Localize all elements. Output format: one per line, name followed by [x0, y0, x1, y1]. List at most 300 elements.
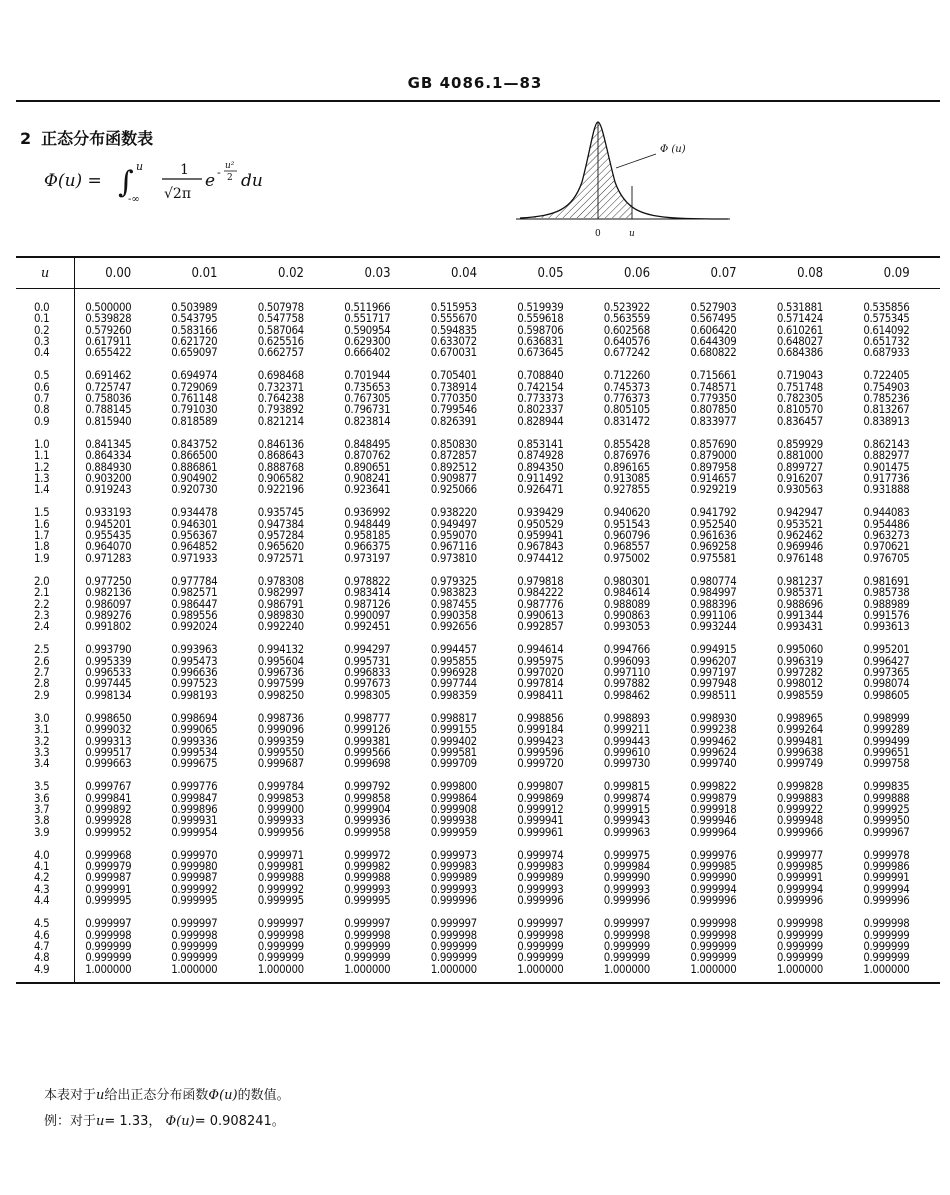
phi-value-cell: 0.571424: [776, 311, 823, 326]
phi-value-cell: 0.999967: [863, 824, 910, 839]
phi-value-cell: 0.999858: [344, 790, 391, 805]
phi-value-cell: 0.999982: [344, 859, 391, 874]
phi-value-cell: 0.999065: [171, 722, 218, 737]
phi-value-cell: 0.999740: [690, 756, 737, 771]
phi-value-cell: 0.984222: [517, 585, 564, 600]
phi-value-cell: 0.999998: [776, 916, 823, 931]
phi-value-cell: 0.523922: [603, 300, 650, 314]
phi-value-cell: 0.999972: [344, 847, 391, 862]
u-value-cell: 4.1: [16, 861, 75, 872]
phi-value-cell: 0.990613: [517, 607, 564, 622]
phi-value-cell: 0.999999: [171, 950, 218, 965]
phi-value-cell: 0.962462: [776, 528, 823, 543]
phi-leader-line: [616, 154, 656, 168]
phi-value-cell: 0.999993: [344, 881, 391, 896]
phi-value-cell: 0.925066: [430, 482, 477, 497]
phi-value-cell: 0.996533: [85, 665, 132, 680]
phi-value-cell: 0.997197: [690, 665, 737, 680]
phi-value-cell: 0.868643: [257, 448, 304, 463]
u-value-cell: 4.8: [16, 952, 75, 963]
phi-value-cell: 0.796731: [344, 402, 391, 417]
phi-value-cell: 0.892512: [430, 459, 477, 474]
phi-value-cell: 0.567495: [690, 311, 737, 326]
phi-value-cell: 0.535856: [863, 300, 910, 314]
phi-value-cell: 0.999776: [171, 779, 218, 794]
phi-value-cell: 0.648027: [776, 333, 823, 348]
phi-value-cell: 0.694974: [171, 368, 218, 383]
phi-value-cell: 0.999651: [863, 744, 910, 759]
phi-value-cell: 0.633072: [430, 333, 477, 348]
phi-value-cell: 0.705401: [430, 368, 477, 383]
phi-value-cell: 0.992240: [257, 619, 304, 634]
phi-value-cell: 0.982136: [85, 585, 132, 600]
u-value-cell: 2.7: [16, 667, 75, 678]
phi-value-cell: 0.930563: [776, 482, 823, 497]
phi-value-cell: 0.908241: [344, 470, 391, 485]
phi-value-cell: 0.991106: [690, 607, 737, 622]
phi-value-cell: 0.684386: [776, 345, 823, 360]
table-body: [16, 289, 940, 983]
phi-value-cell: 0.662757: [257, 345, 304, 360]
phi-value-cell: 0.993244: [690, 619, 737, 634]
u-value-cell: 0.0: [16, 289, 75, 314]
normal-distribution-table: [16, 256, 940, 984]
phi-value-cell: 0.998305: [344, 687, 391, 702]
phi-value-cell: 0.866500: [171, 448, 218, 463]
phi-value-cell: 0.926471: [517, 482, 564, 497]
phi-value-cell: 0.999381: [344, 733, 391, 748]
phi-value-cell: 0.931888: [863, 482, 910, 497]
phi-value-cell: 0.999998: [863, 916, 910, 931]
phi-value-cell: 0.998250: [257, 687, 304, 702]
phi-value-cell: 0.922196: [257, 482, 304, 497]
phi-value-cell: 0.929219: [690, 482, 737, 497]
phi-value-cell: 0.999999: [690, 950, 737, 965]
phi-value-cell: 0.999999: [430, 950, 477, 965]
phi-value-cell: 0.999954: [171, 824, 218, 839]
phi-value-cell: 0.999998: [603, 927, 650, 942]
phi-value-cell: 0.997882: [603, 676, 650, 691]
phi-value-cell: 0.999999: [863, 938, 910, 953]
phi-value-cell: 0.999264: [776, 722, 823, 737]
phi-value-cell: 0.999998: [690, 916, 737, 931]
phi-value-cell: 0.999828: [776, 779, 823, 794]
phi-value-cell: 0.999581: [430, 744, 477, 759]
phi-value-cell: 0.999687: [257, 756, 304, 771]
phi-value-cell: 0.999767: [85, 779, 132, 794]
phi-value-cell: 0.967843: [517, 539, 564, 554]
phi-value-cell: 0.992857: [517, 619, 564, 634]
phi-value-cell: 0.999990: [603, 870, 650, 885]
phi-value-cell: 0.503989: [171, 300, 218, 314]
phi-value-cell: 0.606420: [690, 322, 737, 337]
phi-value-cell: 0.999996: [517, 893, 564, 908]
phi-value-cell: 0.998605: [863, 687, 910, 702]
phi-value-cell: 0.994457: [430, 642, 477, 657]
u-value-cell: 3.0: [16, 701, 75, 724]
phi-value-cell: 0.994297: [344, 642, 391, 657]
phi-value-cell: 0.993790: [85, 642, 132, 657]
phi-value-cell: 0.998893: [603, 710, 650, 725]
phi-value-cell: 0.999675: [171, 756, 218, 771]
phi-value-cell: 0.999978: [863, 847, 910, 862]
table-row: [16, 827, 940, 838]
phi-value-cell: 0.999900: [257, 801, 304, 816]
phi-value-cell: 0.999289: [863, 722, 910, 737]
u-value-cell: 2.1: [16, 587, 75, 598]
phi-value-cell: 0.999784: [257, 779, 304, 794]
phi-value-cell: 0.999988: [257, 870, 304, 885]
phi-value-cell: 0.913085: [603, 470, 650, 485]
phi-value-cell: 0.997673: [344, 676, 391, 691]
phi-value-cell: 0.673645: [517, 345, 564, 360]
phi-value-cell: 0.999999: [517, 938, 564, 953]
exp-numerator: u²: [225, 161, 235, 171]
phi-value-cell: 0.998411: [517, 687, 564, 702]
phi-value-cell: 0.916207: [776, 470, 823, 485]
phi-value-cell: 0.872857: [430, 448, 477, 463]
phi-value-cell: 0.984614: [603, 585, 650, 600]
phi-value-cell: 1.000000: [507, 964, 594, 983]
phi-value-cell: 0.927855: [603, 482, 650, 497]
phi-value-cell: 0.920730: [171, 482, 218, 497]
phi-value-cell: 0.999481: [776, 733, 823, 748]
phi-value-cell: 0.998359: [430, 687, 477, 702]
phi-value-cell: 0.999994: [776, 881, 823, 896]
example-phi: Φ(u): [165, 1114, 195, 1129]
phi-value-cell: 0.957284: [257, 528, 304, 543]
phi-value-cell: 0.691462: [85, 368, 132, 383]
note-suffix: 的数值。: [237, 1088, 290, 1103]
phi-value-cell: 0.555670: [430, 311, 477, 326]
phi-value-cell: 0.999980: [171, 859, 218, 874]
phi-value-cell: 0.999402: [430, 733, 477, 748]
phi-value-cell: 0.999879: [690, 790, 737, 805]
u-value-cell: 2.2: [16, 599, 75, 610]
phi-value-cell: 0.999999: [257, 938, 304, 953]
phi-value-cell: 0.988989: [863, 596, 910, 611]
phi-value-cell: 0.939429: [517, 505, 564, 520]
u-value-cell: 2.9: [16, 690, 75, 701]
normal-cdf-formula: [44, 158, 344, 208]
phi-value-cell: 0.881000: [776, 448, 823, 463]
table-row: [16, 347, 940, 358]
phi-value-cell: 0.758036: [85, 391, 132, 406]
phi-value-cell: 0.999758: [863, 756, 910, 771]
phi-value-cell: 0.879000: [690, 448, 737, 463]
phi-value-cell: 0.999792: [344, 779, 391, 794]
phi-value-cell: 0.999989: [517, 870, 564, 885]
phi-value-cell: 0.818589: [171, 413, 218, 428]
phi-value-cell: 0.802337: [517, 402, 564, 417]
phi-value-cell: 0.987126: [344, 596, 391, 611]
phi-value-cell: 0.841345: [85, 436, 132, 451]
phi-value-cell: 0.999912: [517, 801, 564, 816]
formula-differential: du: [241, 171, 263, 191]
phi-value-cell: 0.996427: [863, 653, 910, 668]
phi-value-cell: 0.999847: [171, 790, 218, 805]
phi-value-cell: 0.590954: [344, 322, 391, 337]
note-prefix: 本表对于: [44, 1088, 97, 1103]
phi-value-cell: 0.999992: [171, 881, 218, 896]
example-result: = 0.908241。: [194, 1114, 285, 1129]
table-row: [16, 758, 940, 769]
phi-label: Φ (u): [660, 144, 686, 155]
table-row: [16, 906, 940, 929]
phi-value-cell: 0.980774: [690, 573, 737, 588]
phi-value-cell: 0.998999: [863, 710, 910, 725]
phi-value-cell: 0.999908: [430, 801, 477, 816]
phi-value-cell: 0.999999: [344, 950, 391, 965]
phi-value-cell: 0.999997: [171, 916, 218, 931]
table-header-row: [16, 257, 940, 289]
u-value-cell: 1.2: [16, 462, 75, 473]
phi-value-cell: 0.670031: [430, 345, 477, 360]
table-row: [16, 769, 940, 792]
column-header: 0.00: [75, 257, 162, 289]
phi-value-cell: 0.767305: [344, 391, 391, 406]
phi-value-cell: 1.000000: [594, 964, 681, 983]
phi-value-cell: 0.911492: [517, 470, 564, 485]
phi-value-cell: 1.000000: [767, 964, 854, 983]
u-value-cell: 4.9: [16, 964, 75, 983]
phi-value-cell: 0.988696: [776, 596, 823, 611]
phi-value-cell: 0.884930: [85, 459, 132, 474]
phi-value-cell: 0.999993: [517, 881, 564, 896]
phi-value-cell: 0.954486: [863, 516, 910, 531]
phi-value-cell: 0.997110: [603, 665, 650, 680]
u-value-cell: 4.3: [16, 884, 75, 895]
table-row: [16, 690, 940, 701]
phi-value-cell: 0.748571: [690, 379, 737, 394]
phi-value-cell: 0.793892: [257, 402, 304, 417]
phi-value-cell: 0.936992: [344, 505, 391, 520]
phi-value-cell: 0.990097: [344, 607, 391, 622]
u-value-cell: 0.9: [16, 416, 75, 427]
phi-value-cell: 0.708840: [517, 368, 564, 383]
phi-value-cell: 0.785236: [863, 391, 910, 406]
phi-value-cell: 0.999983: [430, 859, 477, 874]
phi-value-cell: 0.999975: [603, 847, 650, 862]
phi-value-cell: 0.998777: [344, 710, 391, 725]
phi-value-cell: 0.997523: [171, 676, 218, 691]
u-value-cell: 3.8: [16, 815, 75, 826]
u-value-cell: 0.4: [16, 347, 75, 358]
phi-value-cell: 0.996928: [430, 665, 477, 680]
fraction-numerator: 1: [180, 162, 189, 178]
table-row: [16, 564, 940, 587]
phi-value-cell: 0.735653: [344, 379, 391, 394]
phi-value-cell: 0.602568: [603, 322, 650, 337]
u-value-cell: 0.1: [16, 313, 75, 324]
phi-value-cell: 0.974412: [517, 550, 564, 565]
column-header: 0.05: [507, 257, 594, 289]
phi-value-cell: 0.698468: [257, 368, 304, 383]
phi-value-cell: 0.999995: [85, 893, 132, 908]
phi-value-cell: 0.999925: [863, 801, 910, 816]
phi-value-cell: 0.998650: [85, 710, 132, 725]
phi-value-cell: 0.999423: [517, 733, 564, 748]
phi-value-cell: 0.999720: [517, 756, 564, 771]
phi-value-cell: 0.999979: [85, 859, 132, 874]
phi-value-cell: 0.995473: [171, 653, 218, 668]
phi-value-cell: 0.999970: [171, 847, 218, 862]
phi-value-cell: 0.729069: [171, 379, 218, 394]
phi-value-cell: 0.941792: [690, 505, 737, 520]
phi-value-cell: 1.000000: [75, 964, 162, 983]
phi-value-cell: 0.823814: [344, 413, 391, 428]
phi-value-cell: 0.531881: [776, 300, 823, 314]
phi-value-cell: 0.998694: [171, 710, 218, 725]
section-number: 2: [20, 129, 32, 148]
phi-value-cell: 0.996736: [257, 665, 304, 680]
phi-value-cell: 0.745373: [603, 379, 650, 394]
u-value-cell: 1.8: [16, 541, 75, 552]
phi-value-cell: 0.999961: [517, 824, 564, 839]
phi-value-cell: 0.507978: [257, 300, 304, 314]
phi-value-cell: 0.999990: [690, 870, 737, 885]
normal-curve-figure: [516, 116, 730, 244]
phi-value-cell: 0.990358: [430, 607, 477, 622]
phi-value-cell: 0.701944: [344, 368, 391, 383]
phi-value-cell: 0.901475: [863, 459, 910, 474]
phi-value-cell: 0.773373: [517, 391, 564, 406]
u-value-cell: 1.6: [16, 519, 75, 530]
phi-value-cell: 0.992024: [171, 619, 218, 634]
phi-value-cell: 0.999997: [430, 916, 477, 931]
u-value-cell: 2.6: [16, 656, 75, 667]
phi-value-cell: 0.994614: [517, 642, 564, 657]
phi-value-cell: 0.948449: [344, 516, 391, 531]
phi-value-cell: 0.982997: [257, 585, 304, 600]
u-value-cell: 4.4: [16, 895, 75, 906]
phi-value-cell: 0.754903: [863, 379, 910, 394]
u-value-cell: 3.5: [16, 769, 75, 792]
phi-value-cell: 0.999985: [776, 859, 823, 874]
phi-value-cell: 0.999994: [690, 881, 737, 896]
phi-value-cell: 0.919243: [85, 482, 132, 497]
phi-value-cell: 0.983823: [430, 585, 477, 600]
phi-value-cell: 0.997744: [430, 676, 477, 691]
phi-value-cell: 0.999993: [430, 881, 477, 896]
phi-value-cell: 0.986097: [85, 596, 132, 611]
phi-value-cell: 0.999985: [690, 859, 737, 874]
phi-value-cell: 0.991576: [863, 607, 910, 622]
phi-value-cell: 0.999943: [603, 813, 650, 828]
phi-value-cell: 0.947384: [257, 516, 304, 531]
phi-value-cell: 0.968557: [603, 539, 650, 554]
phi-value-cell: 0.999988: [344, 870, 391, 885]
phi-value-cell: 0.981237: [776, 573, 823, 588]
phi-value-cell: 0.988089: [603, 596, 650, 611]
phi-value-cell: 0.975002: [603, 550, 650, 565]
phi-value-cell: 0.999986: [863, 859, 910, 874]
phi-value-cell: 0.999892: [85, 801, 132, 816]
phi-value-cell: 0.511966: [344, 300, 391, 314]
phi-value-cell: 0.999999: [690, 938, 737, 953]
standard-code-header: GB 4086.1—83: [407, 74, 543, 92]
phi-value-cell: 0.997445: [85, 676, 132, 691]
phi-value-cell: 0.770350: [430, 391, 477, 406]
table-row: [16, 427, 940, 450]
phi-value-cell: 0.776373: [603, 391, 650, 406]
phi-value-cell: 0.993613: [863, 619, 910, 634]
phi-value-cell: 0.519939: [517, 300, 564, 314]
phi-value-cell: 0.999983: [517, 859, 564, 874]
phi-value-cell: 0.738914: [430, 379, 477, 394]
table-row: [16, 553, 940, 564]
integral-lower-limit: -∞: [128, 194, 140, 205]
phi-value-cell: 0.999841: [85, 790, 132, 805]
phi-value-cell: 0.999999: [517, 950, 564, 965]
phi-value-cell: 0.999883: [776, 790, 823, 805]
phi-value-cell: 0.978822: [344, 573, 391, 588]
phi-value-cell: 0.997948: [690, 676, 737, 691]
phi-value-cell: 0.971933: [171, 550, 218, 565]
phi-value-cell: 0.999815: [603, 779, 650, 794]
phi-value-cell: 0.994915: [690, 642, 737, 657]
phi-value-cell: 0.999931: [171, 813, 218, 828]
phi-value-cell: 0.935745: [257, 505, 304, 520]
phi-value-cell: 0.677242: [603, 345, 650, 360]
phi-value-cell: 1.000000: [334, 964, 421, 983]
phi-value-cell: 0.999800: [430, 779, 477, 794]
phi-value-cell: 0.999936: [344, 813, 391, 828]
phi-value-cell: 0.984997: [690, 585, 737, 600]
phi-value-cell: 0.995604: [257, 653, 304, 668]
phi-value-cell: 0.636831: [517, 333, 564, 348]
phi-value-cell: 0.725747: [85, 379, 132, 394]
u-value-cell: 3.6: [16, 793, 75, 804]
u-value-cell: 0.3: [16, 336, 75, 347]
phi-value-cell: 0.999999: [344, 938, 391, 953]
table-row: [16, 964, 940, 983]
phi-value-cell: 0.831472: [603, 413, 650, 428]
u-value-cell: 4.0: [16, 838, 75, 861]
phi-value-cell: 0.559618: [517, 311, 564, 326]
phi-value-cell: 0.999993: [603, 881, 650, 896]
phi-value-cell: 0.999999: [603, 938, 650, 953]
phi-value-cell: 0.946301: [171, 516, 218, 531]
table-example: [44, 1110, 285, 1129]
phi-value-cell: 0.999991: [85, 881, 132, 896]
phi-value-cell: 0.998511: [690, 687, 737, 702]
phi-value-cell: 1.000000: [421, 964, 508, 983]
phi-value-cell: 0.998817: [430, 710, 477, 725]
phi-value-cell: 0.999835: [863, 779, 910, 794]
phi-value-cell: 1.000000: [248, 964, 335, 983]
phi-value-cell: 0.742154: [517, 379, 564, 394]
phi-value-cell: 0.999999: [863, 950, 910, 965]
integral-upper-limit: u: [136, 160, 144, 173]
phi-value-cell: 0.998012: [776, 676, 823, 691]
phi-value-cell: 0.989830: [257, 607, 304, 622]
u-value-cell: 1.4: [16, 484, 75, 495]
phi-value-cell: 0.859929: [776, 436, 823, 451]
fraction-denominator: √2π: [164, 186, 192, 202]
phi-value-cell: 0.998462: [603, 687, 650, 702]
phi-value-cell: 0.821214: [257, 413, 304, 428]
phi-value-cell: 0.870762: [344, 448, 391, 463]
phi-value-cell: 0.986791: [257, 596, 304, 611]
phi-value-cell: 0.904902: [171, 470, 218, 485]
u-value-cell: 1.0: [16, 427, 75, 450]
formula-lhs: Φ(u) =: [44, 171, 102, 191]
phi-value-cell: 0.987776: [517, 596, 564, 611]
phi-value-cell: 0.997365: [863, 665, 910, 680]
phi-value-cell: 0.999998: [344, 927, 391, 942]
phi-value-cell: 0.995731: [344, 653, 391, 668]
